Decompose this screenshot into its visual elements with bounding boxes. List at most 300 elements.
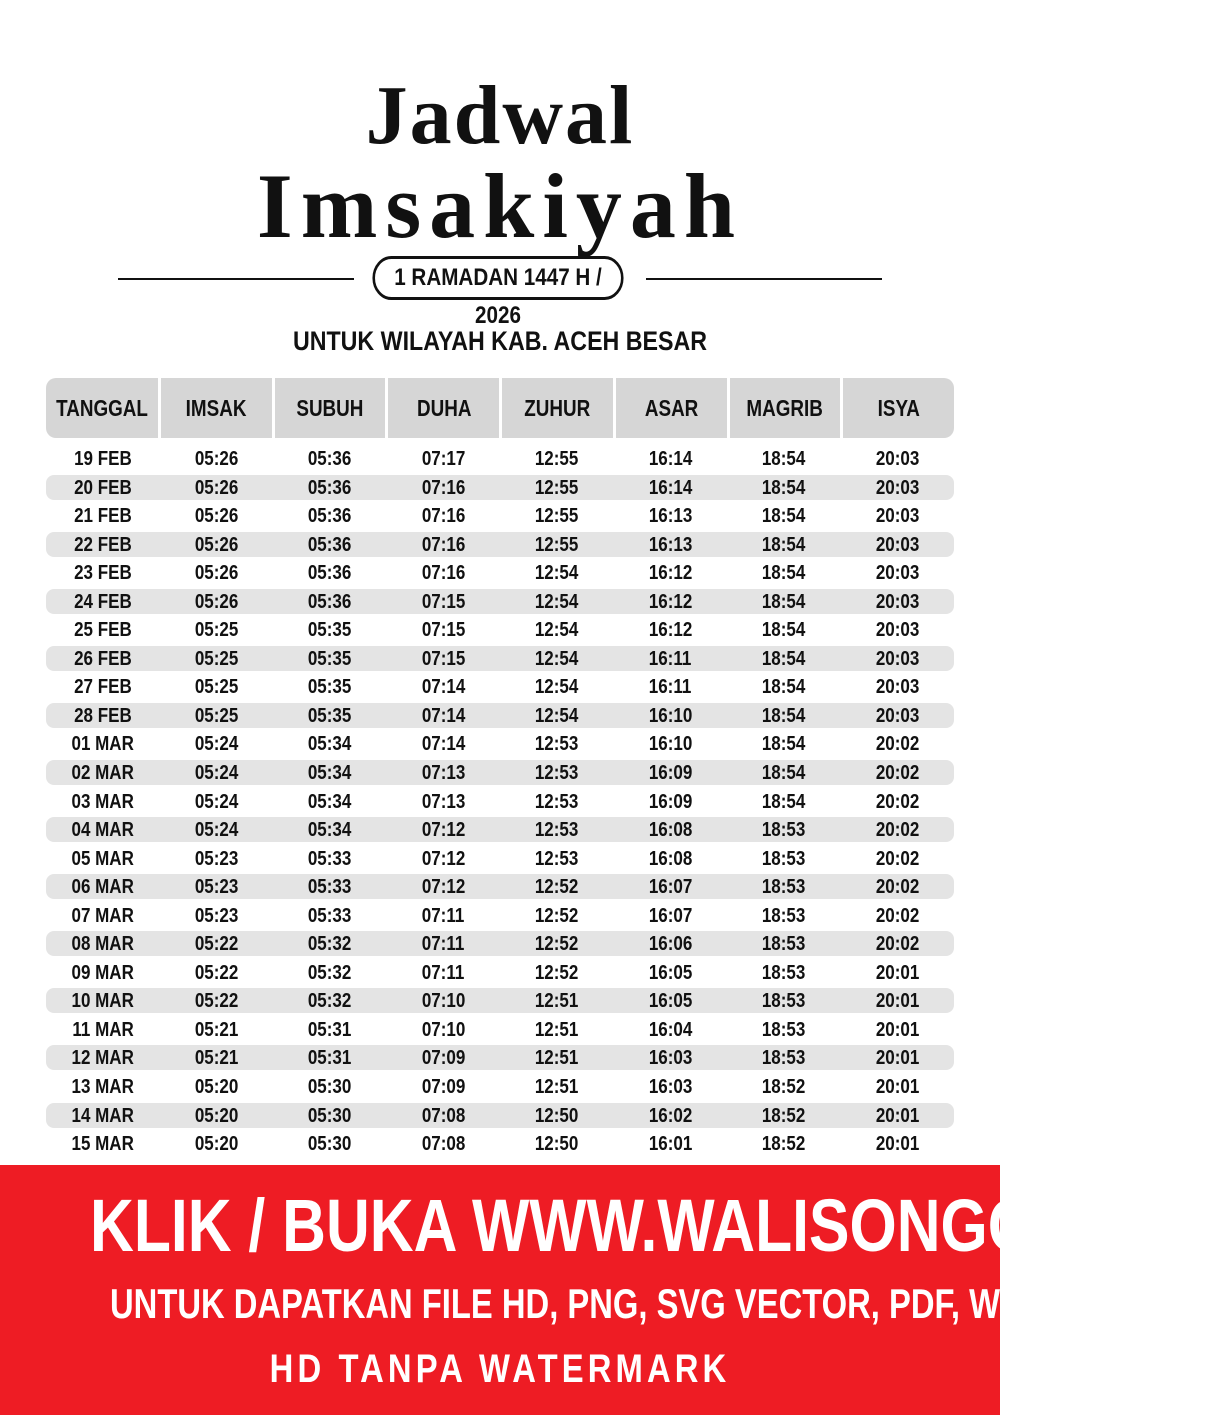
cell-value: 18:52 [762, 1076, 806, 1099]
cell-value: 05:35 [308, 647, 352, 670]
table-cell-duha [387, 475, 501, 500]
table-cell-tanggal [46, 817, 160, 842]
table-cell-magrib [727, 931, 841, 956]
cell-value: 18:54 [762, 562, 806, 585]
column-header-label: MAGRIB [746, 395, 824, 421]
table-cell-zuhur [500, 475, 614, 500]
cell-value: 07:08 [421, 1133, 465, 1156]
table-cell-asar [614, 760, 728, 785]
cell-value: 05:36 [308, 448, 352, 470]
cell-value: 05:20 [194, 1104, 238, 1127]
cell-value: 28 FEB [73, 704, 132, 727]
cell-value: 05:25 [194, 676, 238, 699]
table-cell-isya [841, 475, 955, 500]
cell-value: 20:02 [875, 933, 919, 956]
column-header-label: ISYA [877, 395, 920, 421]
table-cell-isya [841, 931, 955, 956]
table-cell-asar [614, 789, 728, 814]
table-cell-duha [387, 760, 501, 785]
cell-value: 09 MAR [71, 961, 134, 984]
table-cell-isya [841, 731, 955, 756]
cell-value: 12:53 [535, 847, 579, 870]
cell-value: 12:50 [535, 1104, 579, 1127]
table-cell-isya [841, 617, 955, 642]
table-cell-asar [614, 731, 728, 756]
cell-value: 05:36 [308, 590, 352, 613]
table-cell-imsak [160, 589, 274, 614]
table-cell-asar [614, 532, 728, 557]
table-cell-magrib [727, 1017, 841, 1042]
table-cell-subuh [273, 731, 387, 756]
table-cell-tanggal [46, 846, 160, 871]
table-cell-isya [841, 560, 955, 585]
cell-value: 18:54 [762, 704, 806, 727]
cell-value: 18:54 [762, 505, 806, 528]
cell-value: 05:35 [308, 619, 352, 642]
table-cell-zuhur [500, 731, 614, 756]
cell-value: 16:11 [648, 647, 692, 670]
table-cell-subuh [273, 960, 387, 985]
table-cell-duha [387, 560, 501, 585]
table-row [46, 731, 954, 756]
column-header-magrib [730, 378, 844, 438]
table-cell-tanggal [46, 532, 160, 557]
table-cell-zuhur [500, 589, 614, 614]
region-subtitle: UNTUK WILAYAH KAB. ACEH BESAR [292, 326, 708, 356]
cell-value: 18:53 [762, 819, 806, 842]
table-cell-subuh [273, 988, 387, 1013]
cell-value: 06 MAR [71, 876, 134, 899]
table-cell-duha [387, 703, 501, 728]
cell-value: 05:20 [194, 1133, 238, 1156]
table-cell-zuhur [500, 1017, 614, 1042]
table-cell-zuhur [500, 1045, 614, 1070]
cell-value: 18:54 [762, 619, 806, 642]
table-cell-duha [387, 617, 501, 642]
table-cell-asar [614, 560, 728, 585]
cell-value: 12:53 [535, 733, 579, 756]
table-cell-imsak [160, 617, 274, 642]
table-cell-duha [387, 903, 501, 928]
cell-value: 21 FEB [73, 505, 132, 528]
cell-value: 07:08 [421, 1104, 465, 1127]
cell-value: 07:09 [421, 1047, 465, 1070]
cell-value: 20:03 [875, 676, 919, 699]
table-cell-isya [841, 446, 955, 471]
table-cell-tanggal [46, 1131, 160, 1156]
cell-value: 20:03 [875, 590, 919, 613]
table-row [46, 817, 954, 842]
table-cell-subuh [273, 646, 387, 671]
cell-value: 07 MAR [71, 904, 134, 927]
table-row [46, 1103, 954, 1128]
cell-value: 18:54 [762, 762, 806, 785]
table-cell-imsak [160, 1017, 274, 1042]
cell-value: 07:16 [421, 533, 465, 556]
cell-value: 05:36 [308, 476, 352, 499]
cell-value: 07:11 [421, 904, 465, 927]
cell-value: 05:32 [308, 990, 352, 1013]
table-cell-subuh [273, 1131, 387, 1156]
cell-value: 05:31 [308, 1018, 352, 1041]
cell-value: 05:23 [194, 904, 238, 927]
column-header-label: TANGGAL [56, 395, 148, 421]
table-cell-imsak [160, 503, 274, 528]
table-cell-asar [614, 646, 728, 671]
table-cell-zuhur [500, 931, 614, 956]
table-cell-isya [841, 760, 955, 785]
cell-value: 16:14 [648, 476, 692, 499]
table-cell-imsak [160, 846, 274, 871]
table-cell-subuh [273, 1017, 387, 1042]
cell-value: 07:12 [421, 819, 465, 842]
cell-value: 07:14 [421, 676, 465, 699]
table-cell-imsak [160, 931, 274, 956]
table-cell-zuhur [500, 503, 614, 528]
table-cell-zuhur [500, 703, 614, 728]
table-cell-duha [387, 988, 501, 1013]
table-cell-zuhur [500, 960, 614, 985]
cell-value: 20:01 [875, 1104, 919, 1127]
table-cell-subuh [273, 1045, 387, 1070]
cell-value: 12:52 [535, 876, 579, 899]
cell-value: 12:51 [535, 1047, 579, 1070]
cell-value: 05:36 [308, 562, 352, 585]
cell-value: 18:54 [762, 733, 806, 756]
cell-value: 24 FEB [73, 590, 132, 613]
table-cell-zuhur [500, 789, 614, 814]
cell-value: 07:13 [421, 790, 465, 813]
cell-value: 05:35 [308, 704, 352, 727]
table-cell-asar [614, 1103, 728, 1128]
cell-value: 05:24 [194, 790, 238, 813]
cell-value: 05:25 [194, 704, 238, 727]
cell-value: 16:03 [648, 1076, 692, 1099]
cell-value: 12:54 [535, 562, 579, 585]
table-cell-isya [841, 1103, 955, 1128]
cell-value: 16:09 [648, 790, 692, 813]
cell-value: 02 MAR [71, 762, 134, 785]
table-cell-zuhur [500, 846, 614, 871]
table-cell-isya [841, 703, 955, 728]
cell-value: 20:01 [875, 1133, 919, 1156]
cell-value: 12:54 [535, 676, 579, 699]
cell-value: 05:26 [194, 590, 238, 613]
table-cell-isya [841, 817, 955, 842]
table-row [46, 1074, 954, 1099]
table-cell-tanggal [46, 1103, 160, 1128]
cell-value: 20:03 [875, 562, 919, 585]
table-row [46, 703, 954, 728]
cell-value: 07:16 [421, 562, 465, 585]
table-cell-isya [841, 589, 955, 614]
cell-value: 18:53 [762, 933, 806, 956]
table-cell-magrib [727, 789, 841, 814]
column-header-label: IMSAK [185, 395, 247, 421]
table-cell-magrib [727, 446, 841, 471]
table-cell-tanggal [46, 560, 160, 585]
table-cell-asar [614, 589, 728, 614]
table-cell-imsak [160, 1074, 274, 1099]
cell-value: 15 MAR [71, 1133, 134, 1156]
cell-value: 12:55 [535, 476, 579, 499]
column-header-label: SUBUH [296, 395, 364, 421]
cell-value: 16:08 [648, 847, 692, 870]
table-cell-imsak [160, 817, 274, 842]
table-cell-tanggal [46, 617, 160, 642]
table-cell-isya [841, 789, 955, 814]
column-header-label: ZUHUR [524, 395, 591, 421]
cell-value: 07:12 [421, 876, 465, 899]
cell-value: 05:26 [194, 448, 238, 470]
cell-value: 12:51 [535, 1076, 579, 1099]
cell-value: 05:24 [194, 733, 238, 756]
table-cell-asar [614, 503, 728, 528]
cell-value: 05:30 [308, 1104, 352, 1127]
cell-value: 20:03 [875, 448, 919, 470]
table-cell-imsak [160, 674, 274, 699]
cell-value: 16:09 [648, 762, 692, 785]
cell-value: 18:53 [762, 1018, 806, 1041]
table-cell-subuh [273, 760, 387, 785]
table-cell-isya [841, 674, 955, 699]
table-cell-duha [387, 674, 501, 699]
cell-value: 16:13 [648, 533, 692, 556]
cell-value: 05:31 [308, 1047, 352, 1070]
table-cell-magrib [727, 1103, 841, 1128]
cell-value: 10 MAR [71, 990, 134, 1013]
banner-subline: UNTUK DAPATKAN FILE HD, PNG, SVG VECTOR, PDF, WORD, EXCEL [110, 1280, 1201, 1327]
cell-value: 16:13 [648, 505, 692, 528]
cell-value: 20:02 [875, 876, 919, 899]
cell-value: 20:02 [875, 733, 919, 756]
table-cell-asar [614, 931, 728, 956]
table-cell-imsak [160, 760, 274, 785]
schedule-table-body [46, 446, 954, 1160]
table-cell-asar [614, 1131, 728, 1156]
cell-value: 05:34 [308, 733, 352, 756]
table-cell-asar [614, 903, 728, 928]
table-cell-imsak [160, 789, 274, 814]
cell-value: 07:14 [421, 704, 465, 727]
table-cell-magrib [727, 532, 841, 557]
table-cell-magrib [727, 674, 841, 699]
table-cell-subuh [273, 789, 387, 814]
table-cell-duha [387, 817, 501, 842]
cell-value: 18:52 [762, 1104, 806, 1127]
cell-value: 05:22 [194, 933, 238, 956]
cell-value: 05:34 [308, 790, 352, 813]
cell-value: 20:03 [875, 619, 919, 642]
table-cell-subuh [273, 846, 387, 871]
table-cell-imsak [160, 646, 274, 671]
column-header-label: ASAR [644, 395, 698, 421]
cell-value: 05:35 [308, 676, 352, 699]
cell-value: 12:52 [535, 961, 579, 984]
table-header [46, 378, 954, 438]
table-cell-magrib [727, 903, 841, 928]
table-row [46, 617, 954, 642]
cell-value: 20:03 [875, 476, 919, 499]
cell-value: 05:22 [194, 990, 238, 1013]
table-row [46, 903, 954, 928]
cell-value: 05:21 [194, 1047, 238, 1070]
table-cell-magrib [727, 646, 841, 671]
cell-value: 12:55 [535, 505, 579, 528]
table-cell-asar [614, 703, 728, 728]
cell-value: 16:05 [648, 990, 692, 1013]
table-row [46, 1017, 954, 1042]
table-row [46, 646, 954, 671]
cell-value: 05:32 [308, 961, 352, 984]
table-cell-tanggal [46, 1017, 160, 1042]
table-cell-imsak [160, 475, 274, 500]
cell-value: 20:01 [875, 961, 919, 984]
cell-value: 05:24 [194, 762, 238, 785]
cell-value: 12:54 [535, 590, 579, 613]
cell-value: 05:34 [308, 762, 352, 785]
table-cell-asar [614, 1045, 728, 1070]
cell-value: 05:36 [308, 505, 352, 528]
cell-value: 07:15 [421, 647, 465, 670]
cell-value: 16:14 [648, 448, 692, 470]
cell-value: 18:53 [762, 961, 806, 984]
cell-value: 07:15 [421, 619, 465, 642]
cell-value: 20:03 [875, 704, 919, 727]
table-cell-zuhur [500, 1131, 614, 1156]
table-row [46, 1045, 954, 1070]
cell-value: 07:16 [421, 476, 465, 499]
table-cell-subuh [273, 589, 387, 614]
table-cell-magrib [727, 589, 841, 614]
cell-value: 03 MAR [71, 790, 134, 813]
table-cell-magrib [727, 1045, 841, 1070]
table-cell-subuh [273, 503, 387, 528]
promo-banner[interactable] [0, 1165, 1220, 1415]
table-cell-asar [614, 446, 728, 471]
table-cell-tanggal [46, 1045, 160, 1070]
table-cell-duha [387, 1103, 501, 1128]
table-cell-tanggal [46, 446, 160, 471]
table-cell-asar [614, 475, 728, 500]
table-cell-asar [614, 846, 728, 871]
table-cell-zuhur [500, 903, 614, 928]
cell-value: 07:15 [421, 590, 465, 613]
table-cell-subuh [273, 1103, 387, 1128]
table-cell-tanggal [46, 674, 160, 699]
cell-value: 19 FEB [73, 448, 132, 470]
table-cell-magrib [727, 475, 841, 500]
cell-value: 05:30 [308, 1076, 352, 1099]
table-cell-imsak [160, 988, 274, 1013]
table-cell-isya [841, 646, 955, 671]
table-cell-subuh [273, 617, 387, 642]
table-cell-isya [841, 988, 955, 1013]
table-cell-subuh [273, 446, 387, 471]
table-cell-subuh [273, 674, 387, 699]
table-cell-zuhur [500, 560, 614, 585]
column-header-zuhur [502, 378, 616, 438]
cell-value: 05:23 [194, 876, 238, 899]
banner-headline[interactable]: KLIK / BUKA WWW.WALISONGO.CO.ID [90, 1184, 1220, 1267]
cell-value: 05:26 [194, 476, 238, 499]
cell-value: 05:24 [194, 819, 238, 842]
cell-value: 11 MAR [72, 1018, 134, 1041]
table-row [46, 988, 954, 1013]
table-cell-magrib [727, 503, 841, 528]
table-cell-zuhur [500, 1103, 614, 1128]
cell-value: 05:22 [194, 961, 238, 984]
cell-value: 05:20 [194, 1076, 238, 1099]
cell-value: 22 FEB [73, 533, 132, 556]
table-cell-tanggal [46, 731, 160, 756]
cell-value: 18:54 [762, 790, 806, 813]
table-cell-subuh [273, 532, 387, 557]
table-cell-subuh [273, 903, 387, 928]
table-cell-magrib [727, 1074, 841, 1099]
cell-value: 25 FEB [73, 619, 132, 642]
table-cell-zuhur [500, 446, 614, 471]
cell-value: 05:21 [194, 1018, 238, 1041]
table-row [46, 532, 954, 557]
cell-value: 20 FEB [73, 476, 132, 499]
column-header-duha [388, 378, 502, 438]
column-header-label: DUHA [416, 395, 472, 421]
cell-value: 05:33 [308, 847, 352, 870]
cell-value: 16:12 [648, 590, 692, 613]
cell-value: 13 MAR [71, 1076, 134, 1099]
table-cell-tanggal [46, 589, 160, 614]
cell-value: 12:52 [535, 904, 579, 927]
table-cell-asar [614, 674, 728, 699]
cell-value: 20:01 [875, 1076, 919, 1099]
cell-value: 12:50 [535, 1133, 579, 1156]
table-cell-isya [841, 903, 955, 928]
table-cell-duha [387, 589, 501, 614]
table-cell-magrib [727, 817, 841, 842]
cell-value: 12:53 [535, 819, 579, 842]
table-cell-duha [387, 532, 501, 557]
table-row [46, 475, 954, 500]
table-row [46, 1131, 954, 1156]
table-cell-magrib [727, 988, 841, 1013]
cell-value: 07:14 [421, 733, 465, 756]
cell-value: 12:54 [535, 647, 579, 670]
column-header-tanggal [46, 378, 161, 438]
cell-value: 20:02 [875, 847, 919, 870]
table-cell-tanggal [46, 903, 160, 928]
table-cell-zuhur [500, 817, 614, 842]
cell-value: 14 MAR [71, 1104, 134, 1127]
cell-value: 26 FEB [73, 647, 132, 670]
cell-value: 05:32 [308, 933, 352, 956]
cell-value: 05:26 [194, 505, 238, 528]
cell-value: 18:53 [762, 876, 806, 899]
cell-value: 07:10 [421, 1018, 465, 1041]
cell-value: 18:52 [762, 1133, 806, 1156]
cell-value: 16:03 [648, 1047, 692, 1070]
cell-value: 16:12 [648, 619, 692, 642]
table-cell-magrib [727, 560, 841, 585]
cell-value: 20:01 [875, 990, 919, 1013]
cell-value: 07:11 [421, 961, 465, 984]
cell-value: 20:02 [875, 790, 919, 813]
cell-value: 18:54 [762, 476, 806, 499]
table-cell-asar [614, 1074, 728, 1099]
cell-value: 07:11 [421, 933, 465, 956]
cell-value: 07:16 [421, 505, 465, 528]
table-cell-asar [614, 617, 728, 642]
